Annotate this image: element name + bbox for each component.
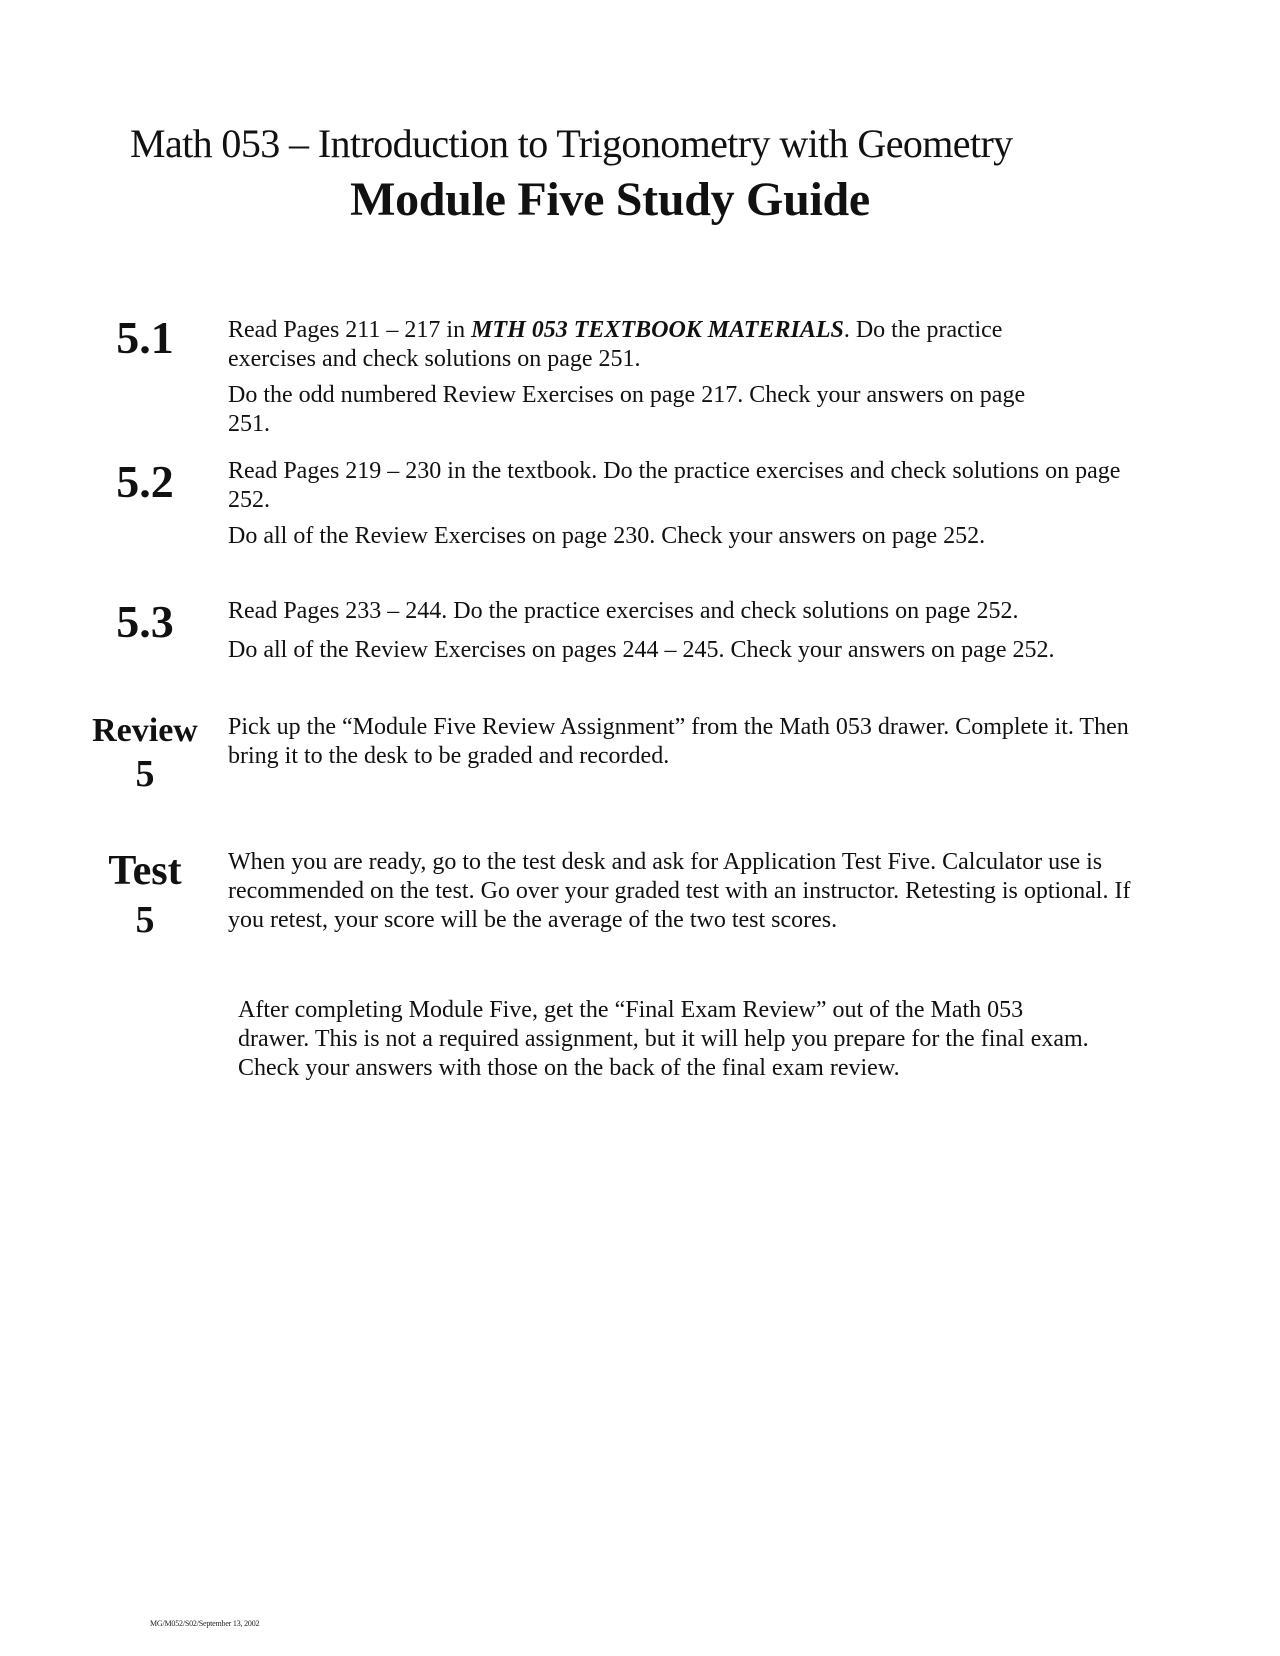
section-label-review-5 [50, 710, 240, 798]
final-exam-note: After completing Module Five, get the “Final Exam Review” out of the Math 053 drawer. This is not a required assignment, but it will help you prepare for the final exam. Check your answers with those on the back of the final exam review. [238, 997, 1089, 1081]
review-label-number: 5 [135, 753, 155, 796]
review-label-word: Review [92, 712, 198, 749]
section-label-5-2: 5.2 [116, 456, 174, 507]
course-title: Math 053 – Introduction to Trigonometry with Geometry [130, 121, 1013, 166]
section-test-5-paragraph: When you are ready, go to the test desk and ask for Application Test Five. Calculator use is recommended on the test. Go over your graded test with an instructor. Retesting is optional. If you retest, your score will be the average of the two test scores. [228, 849, 1131, 933]
section-label-5-3: 5.3 [116, 596, 174, 647]
section-5-3-paragraph-1: Read Pages 233 – 244. Do the practice exercises and check solutions on page 252. [228, 598, 1019, 624]
section-review-5-paragraph: Pick up the “Module Five Review Assignment” from the Math 053 drawer. Complete it. Then bring it to the desk to be graded and recorded. [228, 714, 1129, 769]
test-label-number: 5 [135, 899, 155, 942]
section-label-5-1: 5.1 [116, 312, 174, 363]
section-5-1-text-a: Read Pages 211 – 217 in [228, 317, 472, 343]
section-review-5-text [228, 713, 1148, 771]
section-5-3-paragraph-2: Do all of the Review Exercises on pages 244 – 245. Check your answers on page 252. [228, 637, 1055, 663]
section-5-2-text [228, 457, 1148, 551]
section-5-2-paragraph-2: Do all of the Review Exercises on page 230. Check your answers on page 252. [228, 523, 986, 549]
textbook-title: MTH 053 TEXTBOOK MATERIALS [471, 317, 844, 343]
section-5-1-paragraph-1 [228, 316, 1058, 374]
section-5-1-text [228, 316, 1058, 439]
guide-title: Module Five Study Guide [350, 173, 870, 226]
test-label-word: Test [108, 848, 182, 894]
document-footer: MG/M052/S02/September 13, 2002 [150, 1619, 260, 1628]
section-test-5-text [228, 848, 1148, 935]
section-5-3-text [228, 597, 1148, 665]
section-label-test-5 [50, 846, 240, 944]
section-5-1-paragraph-2: Do the odd numbered Review Exercises on page 217. Check your answers on page 251. [228, 382, 1026, 437]
section-5-1-text-b: . Do the practice exercises and check solutions on page 251. [228, 317, 1003, 372]
section-5-2-paragraph-1: Read Pages 219 – 230 in the textbook. Do the practice exercises and check solutions on page 252. [228, 458, 1121, 513]
